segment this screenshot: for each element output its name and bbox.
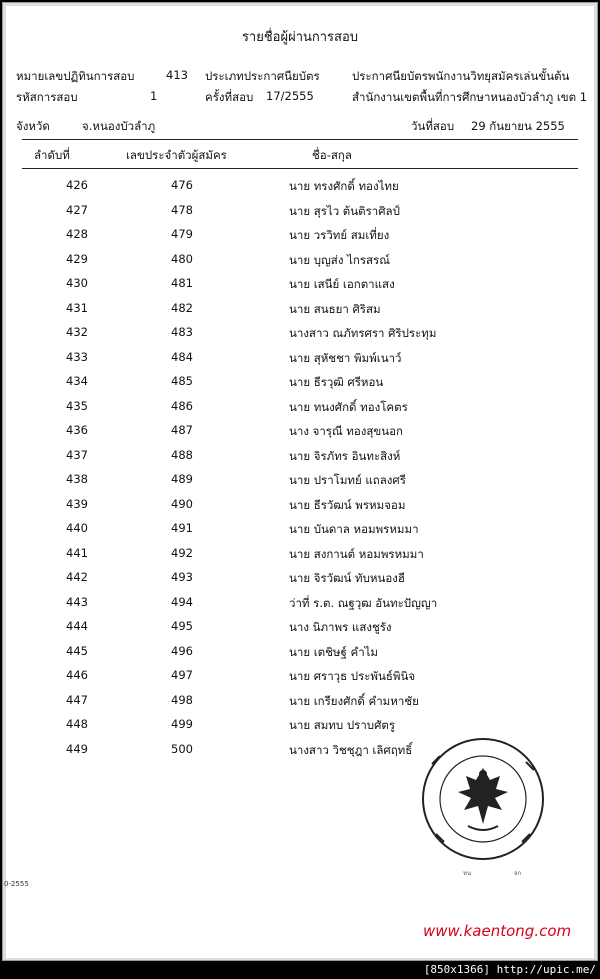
table-row [6, 521, 594, 546]
row-seq: 435 [66, 398, 88, 413]
row-applicant-no: 480 [171, 251, 193, 266]
row-name: นาย บันดาล หอมพรหมมา [289, 522, 419, 536]
row-applicant-no: 495 [171, 619, 193, 633]
row-name: นาย จิรวัฒน์ ทับหนองฮี [289, 571, 405, 585]
row-seq: 433 [66, 349, 88, 364]
column-header-seq: ลำดับที่ [34, 148, 70, 162]
table-row [6, 178, 594, 203]
footer-caption: [850x1366] http://upic.me/ [423, 963, 596, 976]
row-applicant-no: 496 [171, 643, 193, 658]
row-applicant-no: 497 [171, 668, 193, 682]
table-row [6, 227, 594, 252]
row-applicant-no: 483 [171, 325, 193, 339]
row-seq: 442 [66, 570, 88, 584]
row-name: นาย ปราโมทย์ แถลงศรี [289, 473, 406, 487]
row-applicant-no: 482 [171, 300, 193, 315]
row-name: นาย จิรภัทร อินทะสิงห์ [289, 448, 401, 463]
table-row [6, 350, 594, 375]
row-seq: 434 [66, 374, 88, 388]
row-applicant-no: 479 [171, 227, 193, 241]
row-name: นาย สนธยา ศิริสม [289, 301, 381, 316]
header-top-rule [22, 139, 578, 140]
row-applicant-no: 481 [171, 276, 193, 290]
exam-code-label: รหัสการสอบ [16, 90, 78, 104]
table-row [6, 374, 594, 399]
row-name: นางสาว วิชชุฎา เลิศฤทธิ์ [289, 742, 413, 757]
row-name: นาย เกรียงศักดิ์ คำมหาชัย [289, 693, 419, 708]
row-seq: 439 [66, 496, 88, 511]
practice-no-label: หมายเลขปฏิทินการสอบ [16, 69, 135, 83]
row-name: นาย ทรงศักดิ์ ทองไทย [289, 179, 399, 193]
column-header-applicant-no: เลขประจำตัวผู้สมัคร [126, 148, 227, 162]
row-applicant-no: 484 [171, 349, 193, 364]
row-applicant-no: 487 [171, 423, 193, 437]
row-name: นาย ศราวุธ ประพันธ์พินิจ [289, 669, 416, 683]
type-label: ประเภทประกาศนียบัตร [205, 69, 320, 83]
row-name: ว่าที่ ร.ต. ณฐวุฒ อันทะปัญญา [289, 595, 438, 610]
row-name: นาย สงกานต์ หอมพรหมมา [289, 546, 424, 561]
row-seq: 443 [66, 594, 88, 609]
exam-code-value: 1 [150, 89, 158, 103]
row-seq: 430 [66, 276, 88, 290]
official-seal-icon [418, 734, 548, 864]
row-seq: 437 [66, 447, 88, 462]
row-seq: 427 [66, 202, 88, 217]
table-row [6, 472, 594, 497]
row-seq: 440 [66, 521, 88, 535]
row-name: นาย ทนงศักดิ์ ทองโคตร [289, 399, 408, 414]
row-seq: 428 [66, 227, 88, 241]
row-seq: 448 [66, 717, 88, 731]
row-name: นาย บุญส่ง ไกรสรณ์ [289, 252, 390, 267]
province-value: จ.หนองบัวลำภู [82, 119, 156, 133]
table-row [6, 252, 594, 277]
announcement-line-2: สำนักงานเขตพื้นที่การศึกษาหนองบัวลำภู เขต 1 [352, 90, 588, 104]
row-name: นาย สุหัชชา พิมพ์เนาว์ [289, 350, 402, 365]
row-applicant-no: 489 [171, 472, 193, 486]
row-applicant-no: 485 [171, 374, 193, 388]
exam-date-value: 29 กันยายน 2555 [471, 119, 565, 133]
row-name: นาย เสนีย์ เอกตาแสง [289, 277, 395, 291]
document-page: รายชื่อผู้ผ่านการสอบ หมายเลขปฏิทินการสอบ 413 รหัสการสอบ 1 ประเภทประกาศนียบัตร ครั้งที่สอบ 17/2555 ประกาศนียบัตรพนักงานวิทยุสมัครเล่นขั้นต้น สำนักงานเขตพื้นที่การศึกษาหนองบัวลำภู เขต 1 จังหวัด จ.หนองบัวลำภู วันที่สอบ 29 กันยายน 2555 ลำดับที่ เลขประจำตัวผู้สมัคร ชื่อ-สกุล 426 476 นาย ทรงศักดิ์ ทองไทย 427 478 นาย สุรไว ต้นติราศิลป์ 428 479 นาย วรวิทย์ สมเที่ยง 429 480 นาย บุญส่ง ไกรสรณ์ 430 481 นาย เสนีย์ เอกตาแสง 431 482 นาย สนธยา ศิริสม 432 483 นางสาว ณภัทรศรา ศิริประทุม 433 484 นาย สุหัชชา พิมพ์เนาว์ 434 485 นาย ธีรวุฒิ ศรีหอน 435 486 นาย ทนงศักดิ์ ทองโคตร 436 487 นาง จารุณี ทองสุขนอก 437 488 นาย จิรภัทร อินทะสิงห์ 438 489 นาย ปราโมทย์ แถลงศรี 439 490 นาย ธีรวัฒน์ พรหมจอม 440 491 นาย บันดาล หอมพรหมมา 441 492 นาย สงกานต์ หอมพรหมมา 442 493 นาย จิรวัฒน์ ทับหนองฮี 443 494 ว่าที่ ร.ต. ณฐวุฒ อันทะปัญญา 444 495 นาง นิภาพร แสงชูรัง 445 496 นาย เตชิษฐ์ คำไม 446 497 นาย ศราวุธ ประพันธ์พินิจ 447 498 นาย เกรียงศักดิ์ คำมหาชัย 448 499 นาย สมทบ ปราบศัตรู 449 500 นางสาว วิชชุฎา เลิศฤทธิ์ หน จก 0-2555 [6, 6, 594, 958]
table-row [6, 301, 594, 326]
row-applicant-no: 492 [171, 545, 193, 560]
table-row [6, 497, 594, 522]
row-applicant-no: 486 [171, 398, 193, 413]
row-seq: 429 [66, 251, 88, 266]
row-applicant-no: 490 [171, 496, 193, 511]
table-row [6, 448, 594, 473]
table-row [6, 399, 594, 424]
row-name: นางสาว ณภัทรศรา ศิริประทุม [289, 326, 437, 340]
row-name: นาย เตชิษฐ์ คำไม [289, 644, 379, 659]
header-bottom-rule [22, 168, 578, 169]
row-name: นาย สุรไว ต้นติราศิลป์ [289, 203, 400, 218]
row-name: นาย ธีรวุฒิ ศรีหอน [289, 375, 384, 389]
table-row [6, 423, 594, 448]
table-row [6, 276, 594, 301]
row-applicant-no: 493 [171, 570, 193, 584]
table-row [6, 693, 594, 718]
row-seq: 449 [66, 741, 88, 756]
row-seq: 438 [66, 472, 88, 486]
row-applicant-no: 488 [171, 447, 193, 462]
site-watermark: www.kaentong.com [423, 922, 572, 940]
row-seq: 432 [66, 325, 88, 339]
table-row [6, 570, 594, 595]
row-name: นาย สมทบ ปราบศัตรู [289, 718, 396, 732]
row-applicant-no: 500 [171, 741, 193, 756]
row-seq: 441 [66, 545, 88, 560]
row-seq: 444 [66, 619, 88, 633]
province-label: จังหวัด [16, 119, 50, 133]
document-title: รายชื่อผู้ผ่านการสอบ [241, 30, 359, 45]
footer-bar [0, 961, 600, 979]
row-name: นาย ธีรวัฒน์ พรหมจอม [289, 497, 406, 512]
row-seq: 447 [66, 692, 88, 707]
row-seq: 445 [66, 643, 88, 658]
row-applicant-no: 499 [171, 717, 193, 731]
announcement-line-1: ประกาศนียบัตรพนักงานวิทยุสมัครเล่นขั้นต้น [352, 69, 570, 83]
table-row [6, 644, 594, 669]
table-row [6, 203, 594, 228]
practice-no-value: 413 [166, 68, 188, 82]
row-seq: 431 [66, 300, 88, 315]
column-header-name: ชื่อ-สกุล [312, 148, 352, 162]
row-applicant-no: 491 [171, 521, 193, 535]
row-name: นาง จารุณี ทองสุขนอก [289, 424, 404, 438]
side-note: 0-2555 [4, 880, 29, 888]
table-row [6, 619, 594, 644]
row-name: นาง นิภาพร แสงชูรัง [289, 620, 392, 634]
table-row [6, 325, 594, 350]
row-applicant-no: 498 [171, 692, 193, 707]
row-applicant-no: 494 [171, 594, 193, 609]
table-row [6, 668, 594, 693]
round-label: ครั้งที่สอบ [205, 90, 254, 104]
row-seq: 426 [66, 178, 88, 192]
exam-date-label: วันที่สอบ [411, 119, 455, 133]
row-applicant-no: 478 [171, 202, 193, 217]
row-applicant-no: 476 [171, 178, 193, 192]
round-value: 17/2555 [266, 89, 314, 103]
row-seq: 436 [66, 423, 88, 437]
row-seq: 446 [66, 668, 88, 682]
table-row [6, 546, 594, 571]
table-row [6, 595, 594, 620]
row-name: นาย วรวิทย์ สมเที่ยง [289, 228, 390, 242]
